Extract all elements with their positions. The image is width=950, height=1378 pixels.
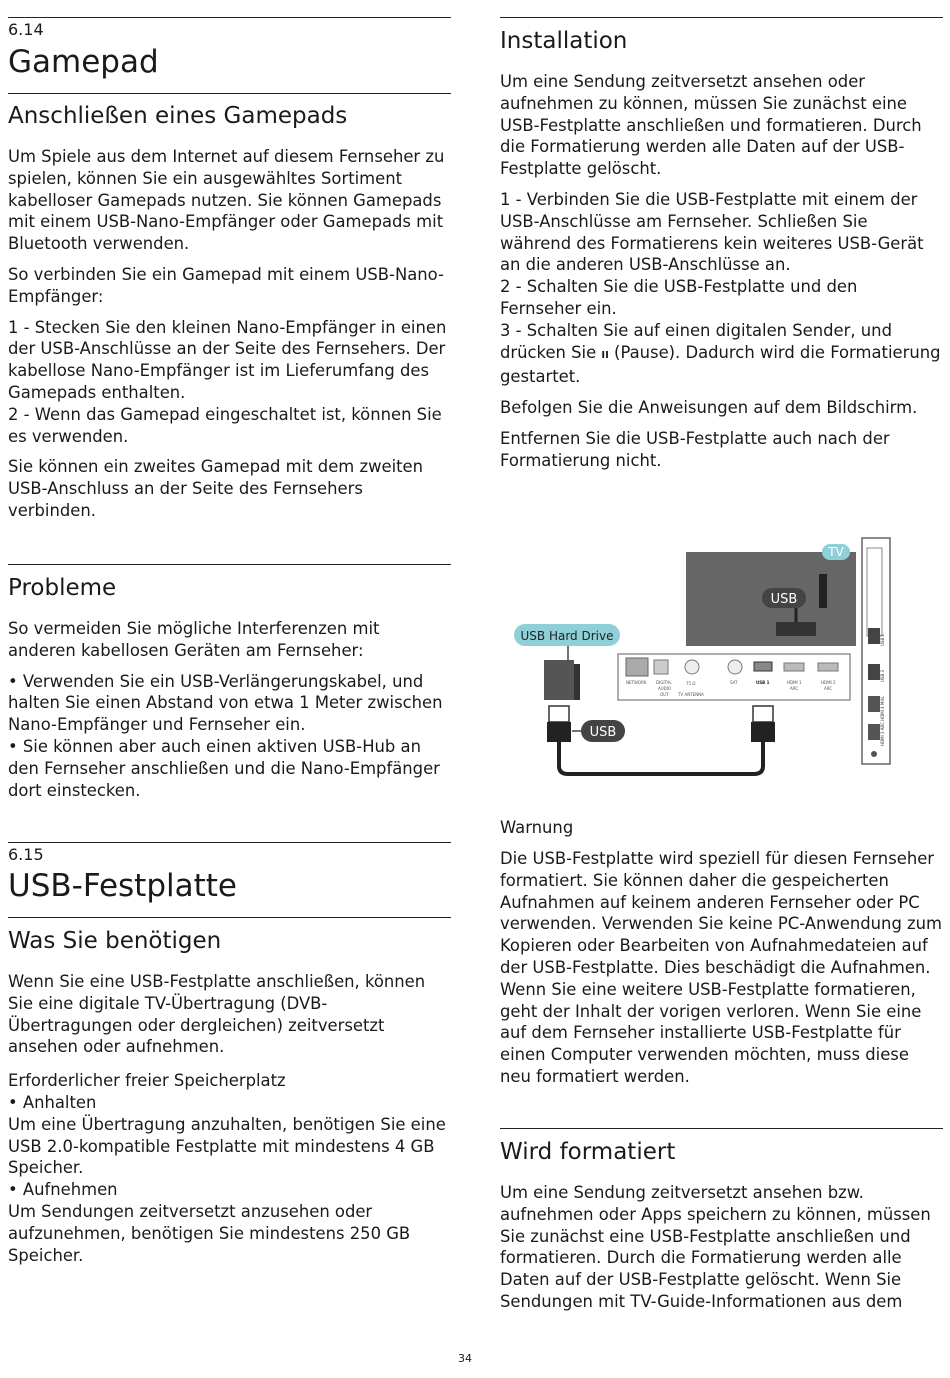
step-item: [500, 320, 943, 388]
paragraph: Entfernen Sie die USB-Festplatte auch nach der Formatierung nicht.: [500, 428, 890, 470]
side-hdmi-label: HDMI 3 ARC HDMI 4 MHL: [880, 696, 885, 746]
step-item: 2 - Schalten Sie die USB-Festplatte und den Fernseher ein.: [500, 277, 858, 318]
divider: [8, 917, 451, 918]
bullet-item: • Verwenden Sie ein USB-Verlängerungskabel, und halten Sie einen Abstand von etwa 1 Meter zwischen Nano-Empfänger und Fernseher ein.: [8, 671, 443, 735]
paragraph: So verbinden Sie ein Gamepad mit einem USB-Nano-Empfänger:: [8, 264, 444, 306]
paragraph: Um Sendungen zeitversetzt anzusehen oder aufzunehmen, benötigen Sie mindestens 250 GB Speicher.: [8, 1201, 411, 1265]
paragraph: Wenn Sie eine USB-Festplatte anschließen, können Sie eine digitale TV-Übertragung (DVB-Übertragungen oder dergleichen) zeitversetzt ansehen oder aufnehmen.: [8, 972, 426, 1057]
bullet-item: • Anhalten: [8, 1092, 97, 1112]
side-usb2-label: USB 2: [880, 633, 885, 646]
port-label: OUT: [660, 692, 669, 697]
usb-label-top: USB: [770, 592, 798, 607]
subsection-heading: Installation: [500, 28, 628, 54]
divider: [8, 842, 451, 843]
subsection-heading: Anschließen eines Gamepads: [8, 103, 348, 129]
tv-port: [776, 622, 816, 636]
port-usb1-label: USB 1: [756, 680, 770, 685]
minor-heading: Erforderlicher freier Speicherplatz: [8, 1071, 286, 1091]
section-number: 6.14: [8, 20, 44, 39]
step-item: 2 - Wenn das Gamepad eingeschaltet ist, können Sie es verwenden.: [8, 404, 442, 446]
paragraph: Um eine Sendung zeitversetzt ansehen bzw. aufnehmen oder Apps speichern zu können, müssen Sie zunächst eine USB-Festplatte anschließen und formatieren. Durch die Formatierung werden alle Daten auf der USB-Festplatte gelöscht. Wenn Sie Sendungen mit TV-Guide-Informationen aus dem: [500, 1183, 931, 1311]
subsection-heading: Wird formatiert: [500, 1139, 676, 1165]
paragraph: Um eine Sendung zeitversetzt ansehen oder aufnehmen zu können, müssen Sie zunächst eine USB-Festplatte anschließen und formatieren. Durch die Formatierung werden alle Daten auf der USB-Festplatte gelöscht.: [500, 72, 922, 179]
paragraph: Befolgen Sie die Anweisungen auf dem Bildschirm.: [500, 398, 918, 418]
tv-label: TV: [828, 545, 844, 559]
usb-hard-drive: [544, 660, 574, 700]
divider: [500, 1128, 943, 1129]
port-label: ARC: [824, 686, 833, 691]
divider: [8, 564, 451, 565]
minor-heading: Warnung: [500, 818, 574, 837]
section-title: Gamepad: [8, 44, 159, 80]
step-item: 1 - Stecken Sie den kleinen Nano-Empfänger in einen der USB-Anschlüsse an der Seite des Fernsehers. Der kabellose Nano-Empfänger ist im Lieferumfang des Gamepads enthalten.: [8, 317, 447, 402]
divider: [8, 17, 451, 18]
side-usb3-label: USB 3: [880, 669, 885, 682]
paragraph: Um eine Übertragung anzuhalten, benötigen Sie eine USB 2.0-kompatible Festplatte mit mindestens 4 GB Speicher.: [8, 1114, 446, 1178]
bullet-item: • Sie können aber auch einen aktiven USB-Hub an den Fernseher anschließen und die Nano-Empfänger dort einstecken.: [8, 736, 440, 800]
usb-cable: [559, 742, 763, 774]
port-label: TV ANTENNA: [678, 692, 704, 697]
port-sat-label: SAT: [730, 680, 738, 685]
paragraph: Um Spiele aus dem Internet auf diesem Fernseher zu spielen, können Sie ein ausgewähltes Sortiment kabelloser Gamepads nutzen. Sie können Gamepads mit einem USB-Nano-Empfänger oder Gamepads mit Bluetooth verwenden.: [8, 147, 445, 254]
paragraph: Sie können ein zweites Gamepad mit dem zweiten USB-Anschluss an der Seite des Fernsehers verbinden.: [8, 457, 424, 520]
usb-label-cable: USB: [589, 725, 617, 740]
port-label: 75 Ω: [686, 681, 696, 686]
port-label: AUDIO: [658, 686, 672, 691]
section-title: USB-Festplatte: [8, 868, 238, 904]
subsection-heading: Probleme: [8, 575, 117, 601]
paragraph: So vermeiden Sie mögliche Interferenzen mit anderen kabellosen Geräten am Fernseher:: [8, 619, 380, 660]
page-number: 34: [458, 1352, 472, 1365]
step-text: 3 - Schalten Sie auf einen digitalen Sender, und drücken Sie: [500, 320, 892, 362]
port-network-label: NETWORK: [626, 680, 647, 685]
pause-icon: II: [601, 349, 609, 361]
port-label: HDMI 1: [787, 680, 802, 685]
port-label: HDMI 2: [821, 680, 836, 685]
port-label: ARC: [790, 686, 799, 691]
bullet-item: • Aufnehmen: [8, 1180, 118, 1200]
section-number: 6.15: [8, 845, 44, 864]
step-item: 1 - Verbinden Sie die USB-Festplatte mit einem der USB-Anschlüsse am Fernseher. Schließen Sie während des Formatierens kein weiteres USB-Gerät an die anderen USB-Anschlüsse an.: [500, 189, 924, 275]
port-label: DIGITAL: [656, 680, 672, 685]
usb-plug-left: [549, 706, 569, 722]
subsection-heading: Was Sie benötigen: [8, 928, 222, 954]
divider: [8, 93, 451, 94]
usb-plug-right: [753, 706, 773, 722]
paragraph: Die USB-Festplatte wird speziell für diesen Fernseher formatiert. Sie können daher die gespeicherten Aufnahmen auf keinem anderen Fernseher oder PC verwenden. Verwenden Sie keine PC-Anwendung zum Kopieren oder Bearbeiten von Aufnahmedateien auf der USB-Festplatte. Dies beschädigt die Aufnahmen. Wenn Sie eine weitere USB-Festplatte formatieren, geht der Inhalt der vorigen verloren. Wenn Sie eine auf dem Fernseher installierte USB-Festplatte für einen Computer verwenden möchten, muss diese neu formatiert werden.: [500, 849, 943, 1086]
hdd-label: USB Hard Drive: [520, 629, 614, 643]
step-text: (Pause). Dadurch wird die Formatierung gestartet.: [500, 342, 941, 387]
divider: [500, 17, 943, 18]
usb-connection-diagram: [506, 536, 896, 786]
